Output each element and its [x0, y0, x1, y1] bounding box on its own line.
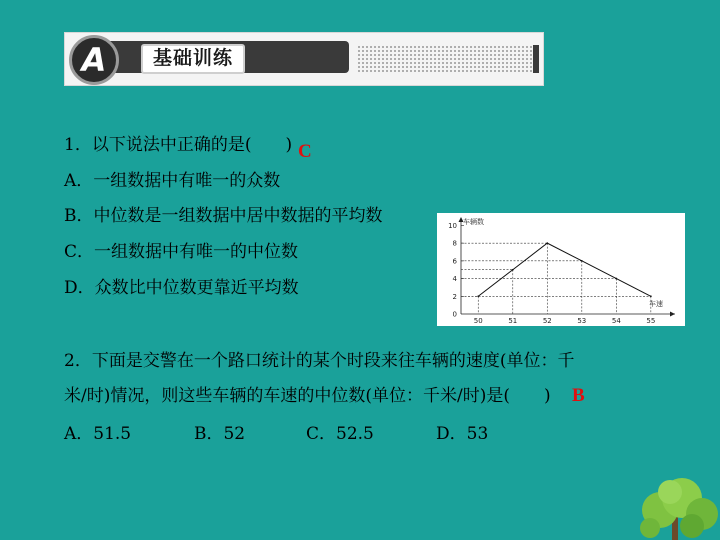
y-tick-label: 8: [452, 239, 457, 248]
data-point: [615, 278, 617, 280]
data-point: [546, 242, 548, 244]
question1-option-c: C．一组数据中有唯一的中位数: [64, 242, 299, 262]
y-tick-label: 4: [452, 275, 457, 284]
y-tick-label: 10: [448, 221, 457, 230]
y-tick-label: 6: [452, 257, 457, 266]
x-tick-label: 53: [577, 317, 587, 325]
tree-decoration-icon: [620, 470, 720, 540]
badge-letter: A: [81, 41, 107, 79]
question2-option-a: A．51.5: [64, 424, 132, 444]
question2-line1: 2．下面是交警在一个路口统计的某个时段来往车辆的速度(单位：千: [64, 351, 575, 371]
section-banner: [64, 32, 544, 86]
data-point: [512, 269, 514, 271]
question2-option-d: D．53: [436, 424, 489, 444]
banner-dot-pattern: [357, 45, 539, 73]
x-tick-label: 52: [542, 317, 552, 325]
section-title: 基础训练: [141, 44, 245, 74]
speed-chart-svg: [437, 213, 685, 326]
question2-option-b: B．52: [194, 424, 246, 444]
x-tick-label: 50: [473, 317, 483, 325]
x-axis-label: 车速: [649, 300, 663, 308]
question1-option-a: A．一组数据中有唯一的众数: [64, 171, 281, 191]
question2-line2: 米/时)情况，则这些车辆的车速的中位数(单位：千米/时)是( ): [64, 386, 551, 406]
banner-bar: [71, 41, 349, 79]
data-point: [477, 295, 479, 297]
question1-option-d: D．众数比中位数更靠近平均数: [64, 278, 299, 298]
y-axis-label: 车辆数: [463, 218, 484, 226]
x-tick-label: 54: [611, 317, 621, 325]
question1-option-b: B．中位数是一组数据中居中数据的平均数: [64, 206, 383, 226]
question1-answer: C: [298, 141, 312, 162]
question1-stem: 1．以下说法中正确的是( ): [64, 135, 293, 155]
x-axis-arrow-icon: [670, 312, 675, 317]
y-tick-label: 2: [452, 292, 457, 301]
question2-option-c: C．52.5: [306, 424, 374, 444]
question2-answer: B: [572, 385, 585, 406]
x-tick-label: 51: [508, 317, 518, 325]
y-tick-label: 0: [452, 310, 457, 319]
badge-circle-icon: [69, 35, 119, 85]
speed-chart: [437, 213, 685, 326]
data-point: [581, 260, 583, 262]
x-tick-label: 55: [646, 317, 656, 325]
data-point: [650, 295, 652, 297]
